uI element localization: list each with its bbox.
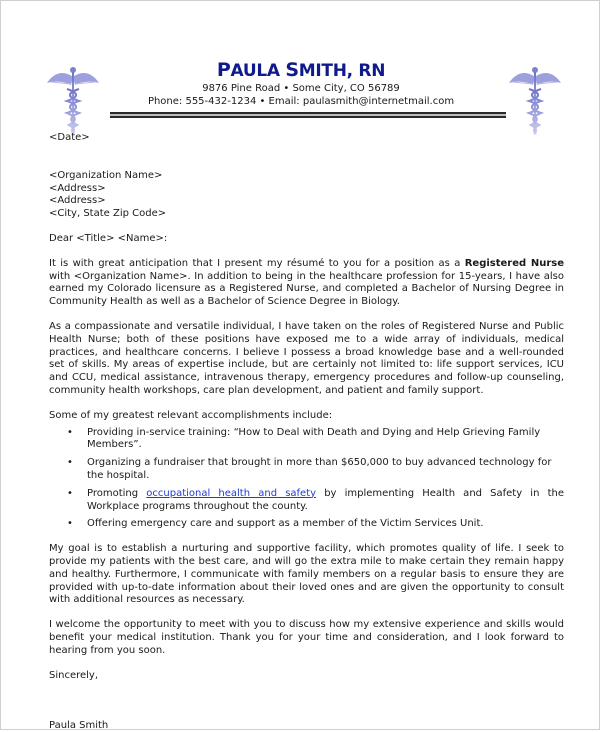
letter-date: <Date> bbox=[49, 132, 90, 143]
accomplishments-intro: Some of my greatest relevant accomplishments include: bbox=[49, 409, 333, 421]
list-item: • Promoting occupational health and safety by implementing Health and Safety in the Workplace programs throughout the county. bbox=[67, 487, 564, 512]
recipient-line: <City, State Zip Code> bbox=[49, 208, 167, 220]
paragraph-experience: As a compassionate and versatile individual, I have taken on the roles of Registered Nurse and Public Health Nurse; both of these positions have exposed me to a wide array of individuals, medical practices, and healthcare concerns. I believe I possess a broad knowledge base and a well-rounded set of skills. My areas of expertise include, but are certainly not limited to: life support services, ICU and CCU, medical assistance, intravenous therapy, emergency procedures and follow-up counseling, community health workshops, care plan development, and patient and family support. bbox=[49, 320, 564, 396]
sender-name: PAULA SMITH, RN bbox=[216, 59, 386, 81]
letter-body bbox=[49, 132, 564, 733]
list-item: • Providing in-service training: “How to Deal with Death and Dying and Help Grieving Family Members”. bbox=[67, 426, 541, 451]
recipient-line: <Address> bbox=[49, 182, 106, 194]
position-title: Registered Nurse bbox=[464, 257, 565, 269]
recipient-block bbox=[49, 170, 564, 221]
bullet-icon: • bbox=[67, 487, 73, 499]
accomplishments-list bbox=[49, 427, 564, 532]
recipient-line: <Address> bbox=[49, 195, 106, 207]
sender-address: 9876 Pine Road • Some City, CO 56789 bbox=[202, 83, 400, 94]
bullet-icon: • bbox=[67, 518, 73, 530]
salutation: Dear <Title> <Name>: bbox=[49, 232, 168, 244]
letterhead bbox=[1, 59, 600, 108]
paragraph-intro: It is with great anticipation that I present my résumé to you for a position as a Registered Nurse with <Organization Name>. In addition to being in the healthcare profession for 15-years, I have also earned my Colorado licensure as a Registered Nurse, and completed a Bachelor of Nursing Degree in Community Health as well as a Bachelor of Science Degree in Biology. bbox=[49, 257, 565, 308]
closing: Sincerely, bbox=[49, 669, 99, 681]
sender-contact: Phone: 555-432-1234 • Email: paulasmith@internetmail.com bbox=[147, 96, 455, 107]
bullet-icon: • bbox=[67, 426, 73, 438]
signature: Paula Smith bbox=[49, 720, 109, 732]
occupational-health-link[interactable]: occupational health and safety bbox=[146, 487, 317, 499]
list-item: • Offering emergency care and support as a member of the Victim Services Unit. bbox=[67, 518, 484, 530]
bullet-icon: • bbox=[67, 457, 73, 469]
header-divider bbox=[110, 112, 506, 118]
recipient-line: <Organization Name> bbox=[49, 169, 163, 181]
paragraph-goal: My goal is to establish a nurturing and supportive facility, which promotes quality of life. I seek to provide my patients with the best care, and will go the extra mile to make certain they remain happy and healthy. Furthermore, I communicate with family members on a regular basis to ensure they are provided with up-to-date information about their loved ones and are given the opportunity to consult with additional resources as necessary. bbox=[49, 543, 564, 606]
paragraph-closing: I welcome the opportunity to meet with you to discuss how my extensive experience and skills would benefit your medical institution. Thank you for your time and consideration, and I look forward to hearing from you soon. bbox=[49, 619, 564, 656]
list-item: • Organizing a fundraiser that brought in more than $650,000 to buy advanced technology for the hospital. bbox=[67, 457, 552, 481]
